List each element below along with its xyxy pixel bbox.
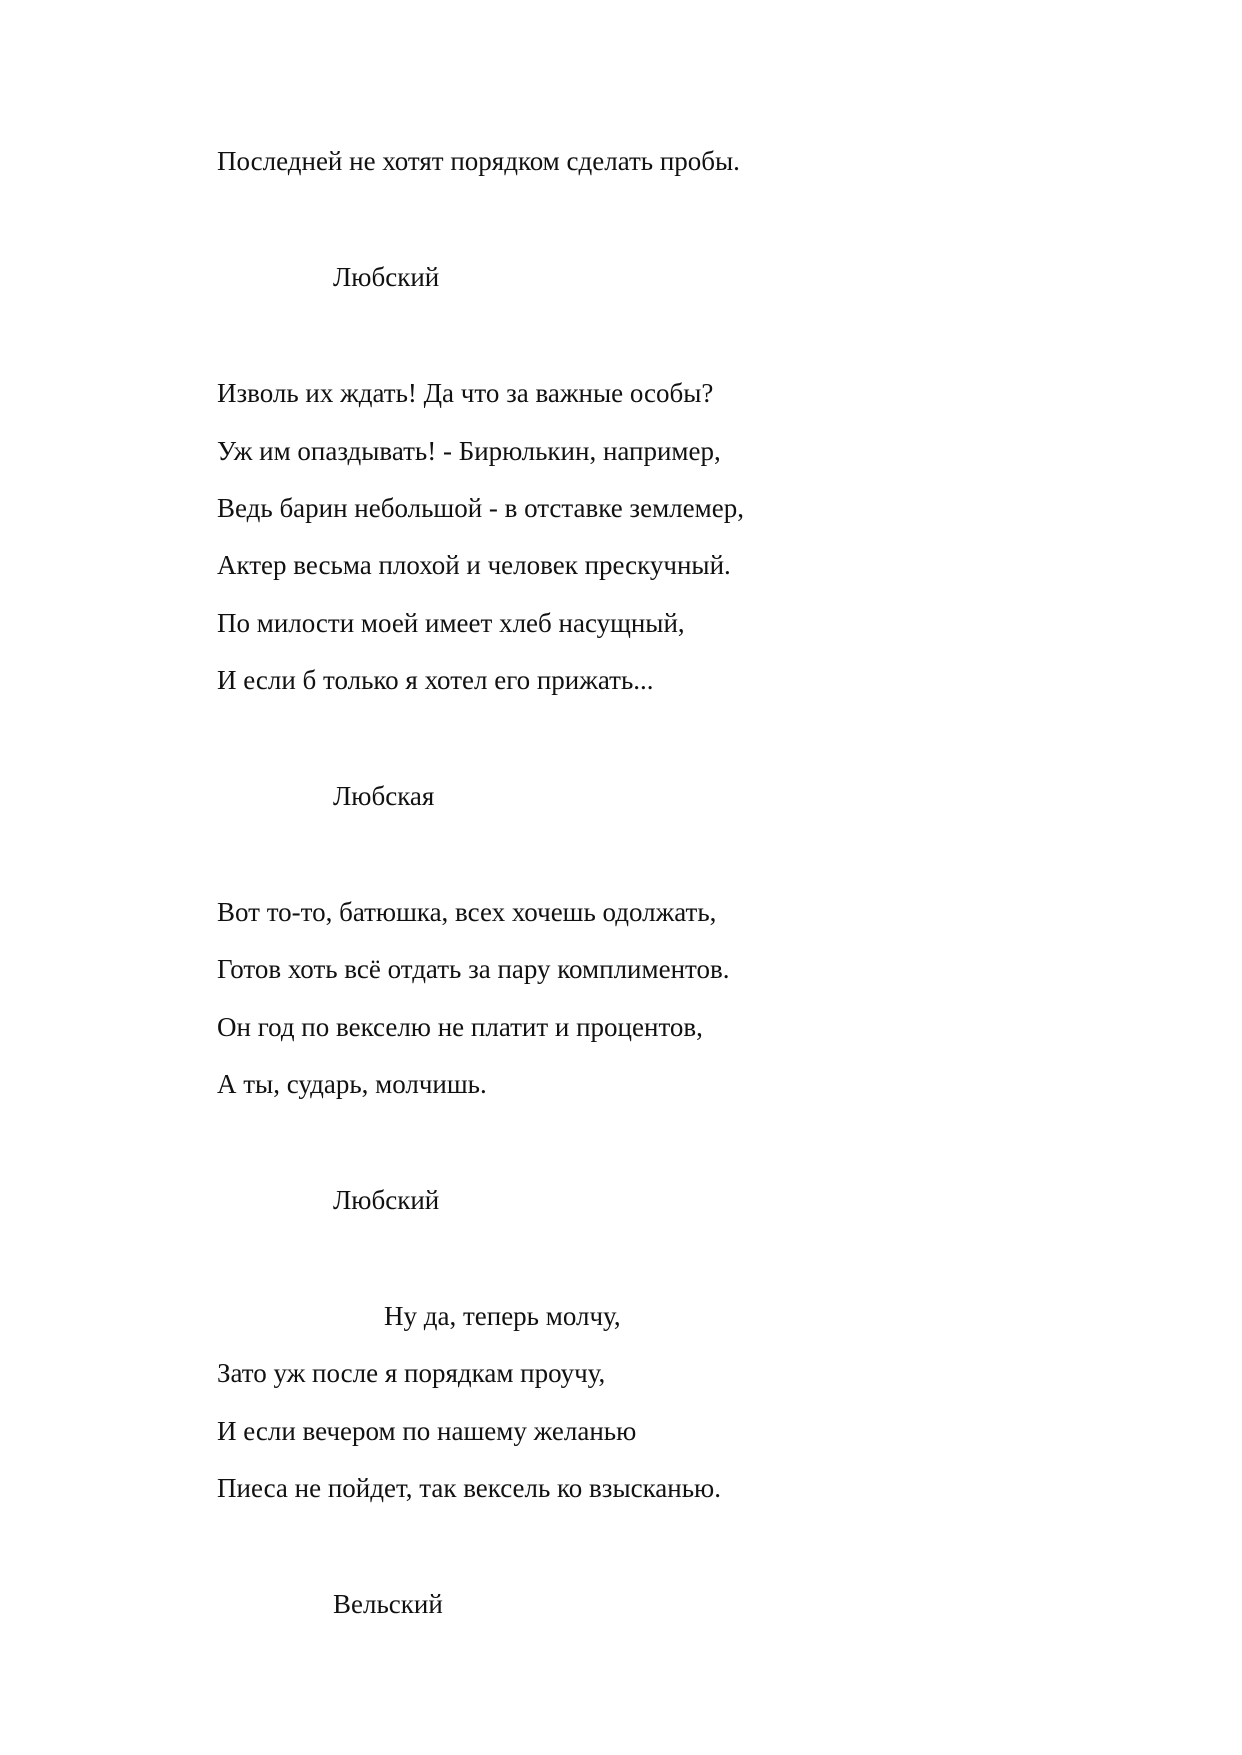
verse-line: Уж им опаздывать! - Бирюлькин, например, [217, 436, 721, 466]
speaker-name: Любский [333, 1185, 440, 1215]
verse-line: Ведь барин небольшой - в отставке землемер, [217, 493, 744, 523]
verse-line: Актер весьма плохой и человек прескучный. [217, 550, 731, 580]
verse-line: И если вечером по нашему желанью [217, 1416, 637, 1446]
verse-line: По милости моей имеет хлеб насущный, [217, 608, 685, 638]
verse-line: Последней не хотят порядком сделать пробы. [217, 146, 740, 176]
verse-line: А ты, сударь, молчишь. [217, 1069, 487, 1099]
verse-line: Изволь их ждать! Да что за важные особы? [217, 378, 714, 408]
verse-line: Он год по векселю не платит и процентов, [217, 1012, 703, 1042]
speaker-name: Любский [333, 262, 440, 292]
verse-line: Пиеса не пойдет, так вексель ко взысканью. [217, 1473, 721, 1503]
verse-line: Готов хоть всё отдать за пару комплиментов. [217, 954, 730, 984]
verse-line: Вот то-то, батюшка, всех хочешь одолжать, [217, 897, 717, 927]
verse-line: Ну да, теперь молчу, [384, 1301, 621, 1331]
verse-line: Зато уж после я порядкам проучу, [217, 1358, 606, 1388]
verse-line: И если б только я хотел его прижать... [217, 665, 654, 695]
speaker-name: Вельский [333, 1589, 443, 1619]
speaker-name: Любская [333, 781, 435, 811]
